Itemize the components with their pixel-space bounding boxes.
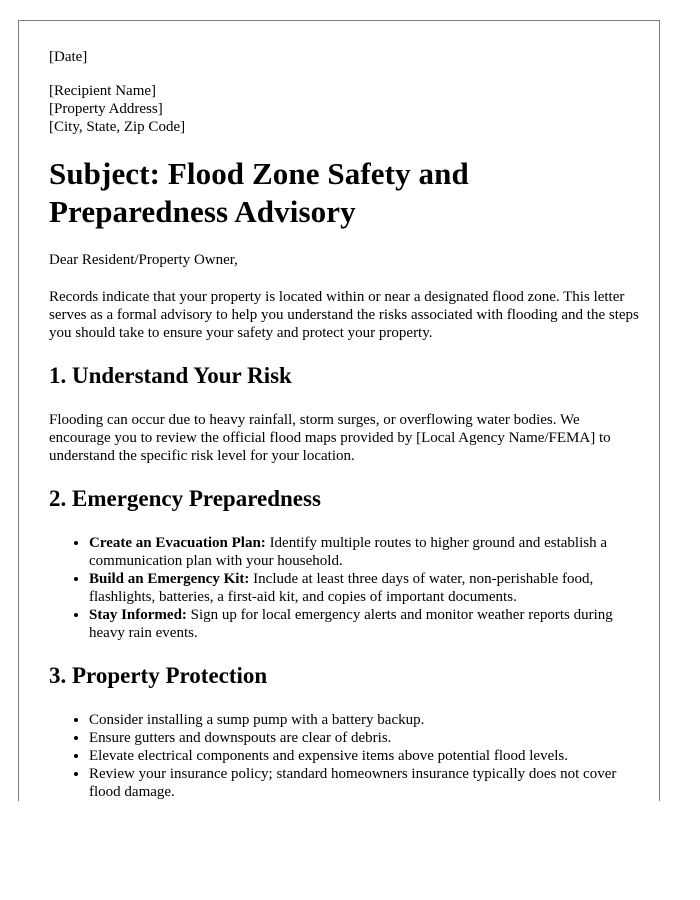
list-item (89, 606, 639, 642)
letter-page (18, 20, 660, 801)
list-item: • Review your insurance policy; standard homeowners insurance typically does not cover flood damage. (89, 765, 639, 801)
subject-heading: Subject: Flood Zone Safety and Preparedness Advisory (49, 156, 469, 229)
section-heading-understand-risk: 1. Understand Your Risk (49, 363, 292, 388)
greeting: Dear Resident/Property Owner, (49, 252, 238, 268)
section-body-understand-risk: Flooding can occur due to heavy rainfall, storm surges, or overflowing water bodies. We encourage you to review the official flood maps provided by [Local Agency Name/FEMA] to understand the specific risk level for your location. (49, 412, 611, 464)
list-item-text: Sign up for local emergency alerts and monitor weather reports during heavy rain events. (89, 607, 613, 641)
section-heading-emergency-preparedness: 2. Emergency Preparedness (49, 486, 321, 511)
recipient-address-block (49, 82, 639, 136)
list-item (89, 534, 639, 570)
recipient-name: [Recipient Name] (49, 83, 157, 99)
list-item (89, 570, 639, 606)
list-item-label: Stay Informed: (89, 607, 187, 623)
property-address: [Property Address] (49, 101, 163, 117)
list-item-text: Identify multiple routes to higher ground and establish a communication plan with your household. (89, 535, 607, 569)
property-protection-list (49, 711, 639, 801)
list-item: • Consider installing a sump pump with a battery backup. (89, 711, 639, 729)
section-heading-property-protection: 3. Property Protection (49, 663, 268, 688)
list-item: • Elevate electrical components and expensive items above potential flood levels. (89, 747, 639, 765)
city-state-zip: [City, State, Zip Code] (49, 119, 186, 135)
list-item-label: Create an Evacuation Plan: (89, 535, 266, 551)
letter-date: [Date] (49, 49, 88, 65)
list-item-text: Include at least three days of water, non-perishable food, flashlights, batteries, a first-aid kit, and copies of important documents. (89, 571, 594, 605)
letter-content (49, 48, 639, 801)
list-item-label: Build an Emergency Kit: (89, 571, 250, 587)
emergency-preparedness-list (49, 534, 639, 642)
list-item: • Ensure gutters and downspouts are clear of debris. (89, 729, 639, 747)
intro-paragraph: Records indicate that your property is located within or near a designated flood zone. This letter serves as a formal advisory to help you understand the risks associated with flooding and the steps you should take to ensure your safety and protect your property. (49, 289, 639, 341)
